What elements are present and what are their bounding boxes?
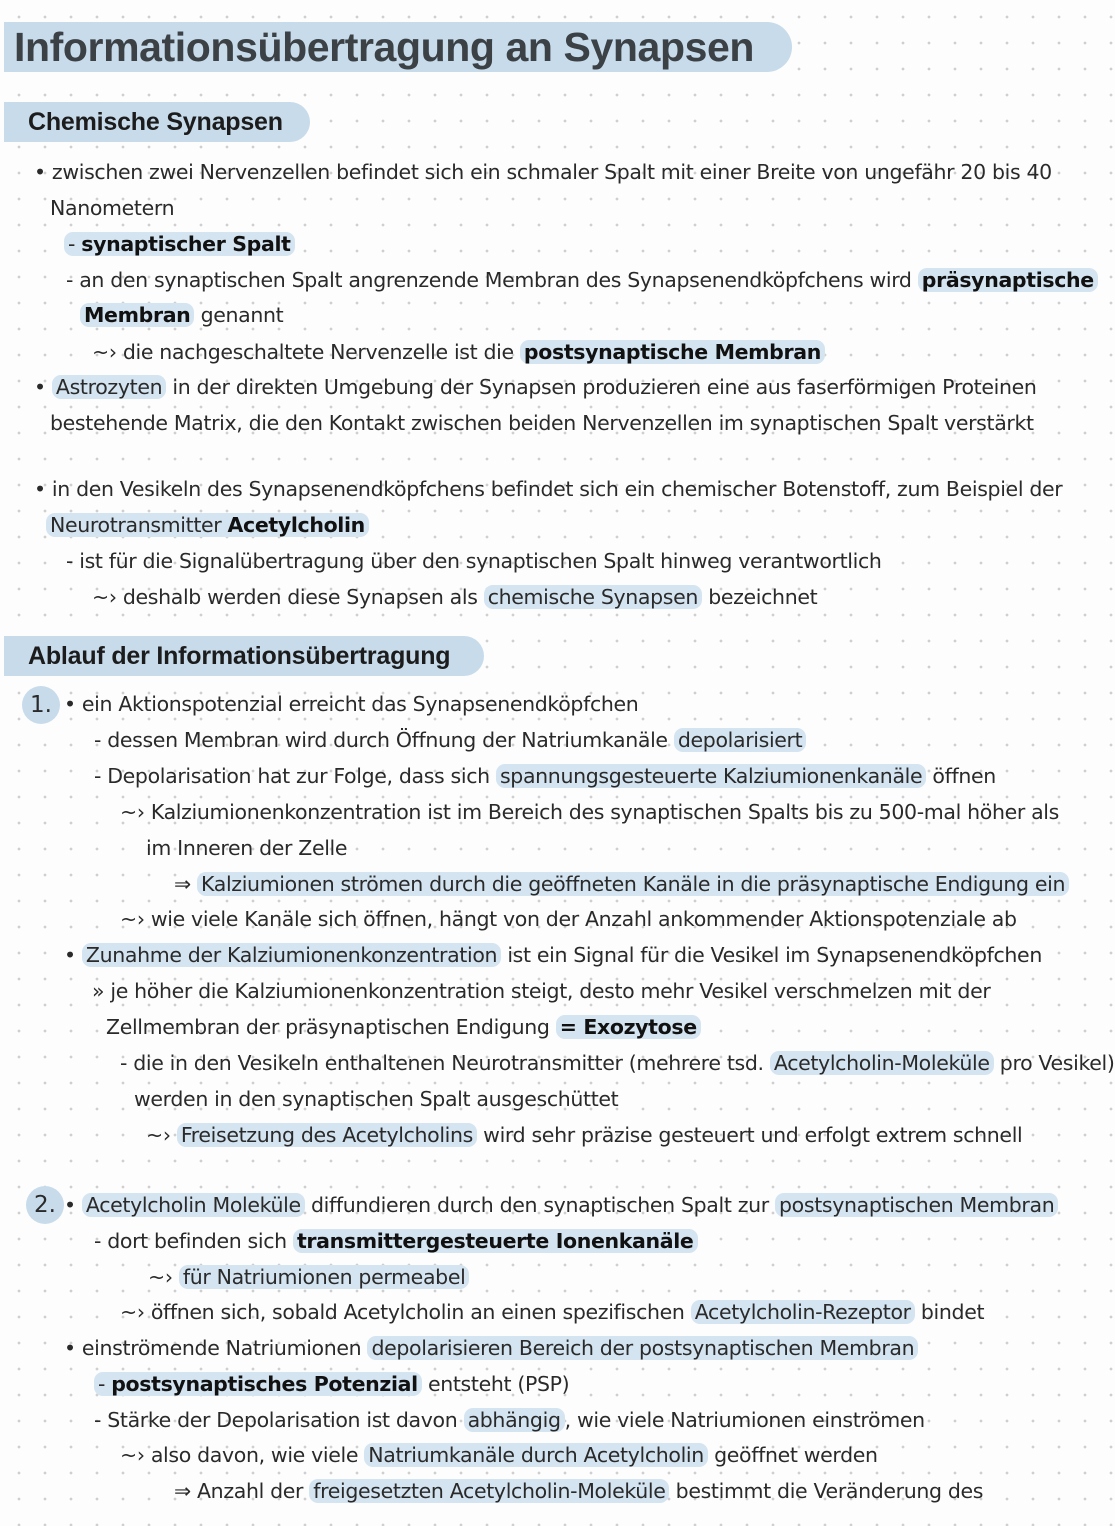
text-line: - die in den Vesikeln enthaltenen Neurotransmitter (mehrere tsd. Acetylcholin-Moleküle pro Vesikel) [120,1051,1115,1075]
text-line: • ein Aktionspotenzial erreicht das Synapsenendköpfchen [64,692,639,716]
text-line: - Stärke der Depolarisation ist davon abhängig , wie viele Natriumionen einströmen [94,1408,925,1432]
text-line: ~› deshalb werden diese Synapsen als chemische Synapsen bezeichnet [92,585,818,609]
text-line: • Zunahme der Kalziumionenkonzentration ist ein Signal für die Vesikel im Synapsenendköpfchen [64,943,1042,967]
text-line: werden in den synaptischen Spalt ausgeschüttet [134,1087,619,1111]
text-line: - postsynaptisches Potenzial entsteht (PSP) [94,1369,569,1399]
text-line: ~› für Natriumionen permeabel [148,1262,469,1292]
text-line: ~› also davon, wie viele Natriumkanäle durch Acetylcholin geöffnet werden [120,1443,878,1467]
text-line: - dessen Membran wird durch Öffnung der Natriumkanäle depolarisiert [94,725,806,755]
text-line: ⇒ Anzahl der freigesetzten Acetylcholin-Moleküle bestimmt die Veränderung des [174,1479,984,1503]
step-number-badge: 1. [22,686,60,724]
text-line: - an den synaptischen Spalt angrenzende Membran des Synapsenendköpfchens wird präsynaptische [66,265,1098,295]
text-line: - Depolarisation hat zur Folge, dass sich spannungsgesteuerte Kalziumionenkanäle öffnen [94,764,996,788]
text-line: Membran genannt [80,300,283,330]
text-line: • Astrozyten in der direkten Umgebung der Synapsen produzieren eine aus faserförmigen Proteinen [34,375,1037,399]
step-number-badge: 2. [26,1186,64,1224]
text-line: • einströmende Natriumionen depolarisieren Bereich der postsynaptischen Membran [64,1333,918,1363]
text-line: - dort befinden sich transmittergesteuerte Ionenkanäle [94,1226,698,1256]
text-line: • Acetylcholin Moleküle diffundieren durch den synaptischen Spalt zur postsynaptischen Membran [64,1190,1058,1220]
page-title [4,22,792,72]
text-line: ~› Kalziumionenkonzentration ist im Bereich des synaptischen Spalts bis zu 500-mal höher als [120,800,1059,824]
text-line: » je höher die Kalziumionenkonzentration steigt, desto mehr Vesikel verschmelzen mit der [92,979,991,1003]
text-line: • zwischen zwei Nervenzellen befindet sich ein schmaler Spalt mit einer Breite von ungefähr 20 bis 40 [34,160,1052,184]
text-line: ~› wie viele Kanäle sich öffnen, hängt von der Anzahl ankommender Aktionspotenziale ab [120,907,1017,931]
text-line: Nanometern [50,196,175,220]
text-line: bestehende Matrix, die den Kontakt zwischen beiden Nervenzellen im synaptischen Spalt verstärkt [50,411,1034,435]
text-line: ~› Freisetzung des Acetylcholins wird sehr präzise gesteuert und erfolgt extrem schnell [146,1123,1023,1147]
text-line: im Inneren der Zelle [146,836,348,860]
page-title-text: Informationsübertragung an Synapsen [14,24,755,70]
text-line: - ist für die Signalübertragung über den synaptischen Spalt hinweg verantwortlich [66,549,882,573]
section-heading-text: Ablauf der Informationsübertragung [28,642,451,670]
text-line: - synaptischer Spalt [64,229,295,259]
section-heading-ablauf [4,636,484,676]
text-line: Zellmembran der präsynaptischen Endigung = Exozytose [106,1012,701,1042]
text-line: • in den Vesikeln des Synapsenendköpfchens befindet sich ein chemischer Botenstoff, zum Beispiel der [34,477,1063,501]
section-heading-text: Chemische Synapsen [28,108,283,136]
text-line: ⇒ Kalziumionen strömen durch die geöffneten Kanäle in die präsynaptische Endigung ein [174,869,1069,899]
section-heading-chemische-synapsen [4,102,310,142]
text-line: Neurotransmitter Acetylcholin [46,510,369,540]
text-line: ~› die nachgeschaltete Nervenzelle ist die postsynaptische Membran [92,337,825,367]
text-line: ~› öffnen sich, sobald Acetylcholin an einen spezifischen Acetylcholin-Rezeptor bindet [120,1300,985,1324]
